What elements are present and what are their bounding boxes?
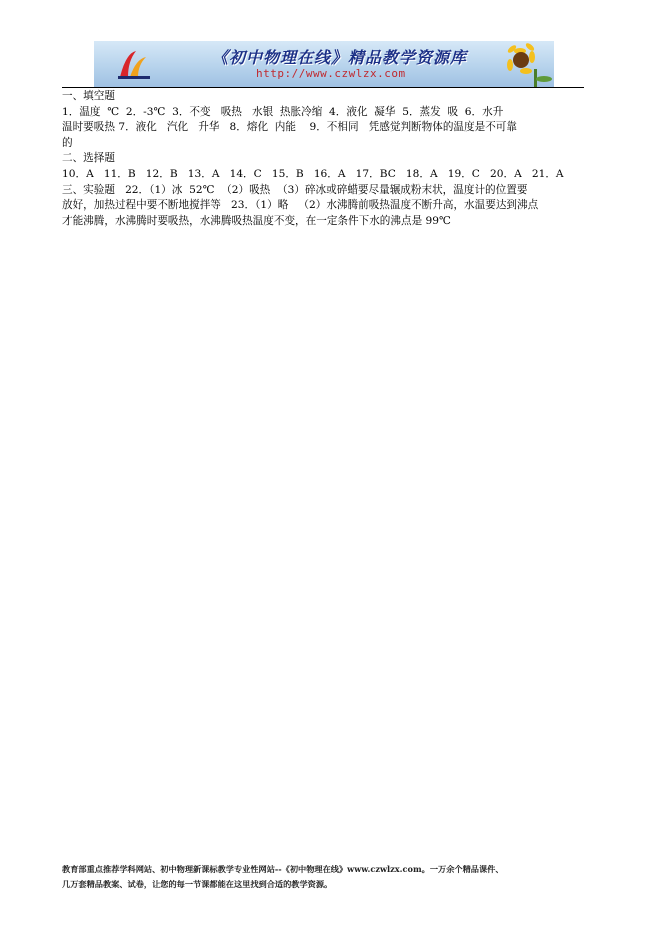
answer-line: 放好，加热过程中要不断地搅拌等 23．（1）略 （2）水沸腾前吸热温度不断升高，水温要达到沸点 xyxy=(62,199,539,212)
answer-content xyxy=(62,89,584,229)
answer-line: 温时要吸热 7．液化 汽化 升华 8．熔化 内能 9．不相同 凭感觉判断物体的温度是不可靠 xyxy=(62,121,517,134)
footer-line: 教育部重点推荐学科网站、初中物理新课标教学专业性网站--《初中物理在线》www.czwlzx.com。一万余个精品课件、 xyxy=(62,864,504,874)
section-heading-fill-blank: 一、填空题 xyxy=(62,90,115,102)
footer-line: 几万套精品教案、试卷，让您的每一节课都能在这里找到合适的教学资源。 xyxy=(62,879,333,889)
answer-line: 1．温度 ℃ 2．-3℃ 3．不变 吸热 水银 热胀冷缩 4．液化 凝华 5．蒸发 吸 6．水升 xyxy=(62,105,504,118)
header-banner xyxy=(94,41,554,87)
answer-line: 三、实验题 22．（1）冰 52℃ （2）吸热 （3）碎冰或碎蜡要尽量辗成粉末状，温度计的位置要 xyxy=(62,183,528,196)
section-heading-multiple-choice: 二、选择题 xyxy=(62,152,115,165)
answer-line: 的 xyxy=(62,136,73,149)
site-logo-icon xyxy=(116,47,152,81)
banner-title: 《初中物理在线》精品教学资源库 xyxy=(212,48,468,67)
banner-url[interactable]: http://www.czwlzx.com xyxy=(256,67,406,80)
header-divider xyxy=(62,87,584,88)
answer-line: 才能沸腾，水沸腾时要吸热，水沸腾吸热温度不变，在一定条件下水的沸点是 99℃ xyxy=(62,214,451,227)
sunflower-icon xyxy=(474,41,554,87)
page-footer xyxy=(62,862,602,892)
answer-line: 10．A 11．B 12．B 13．A 14．C 15．B 16．A 17．BC 18．A 19．C 20．A 21．A xyxy=(62,167,564,180)
